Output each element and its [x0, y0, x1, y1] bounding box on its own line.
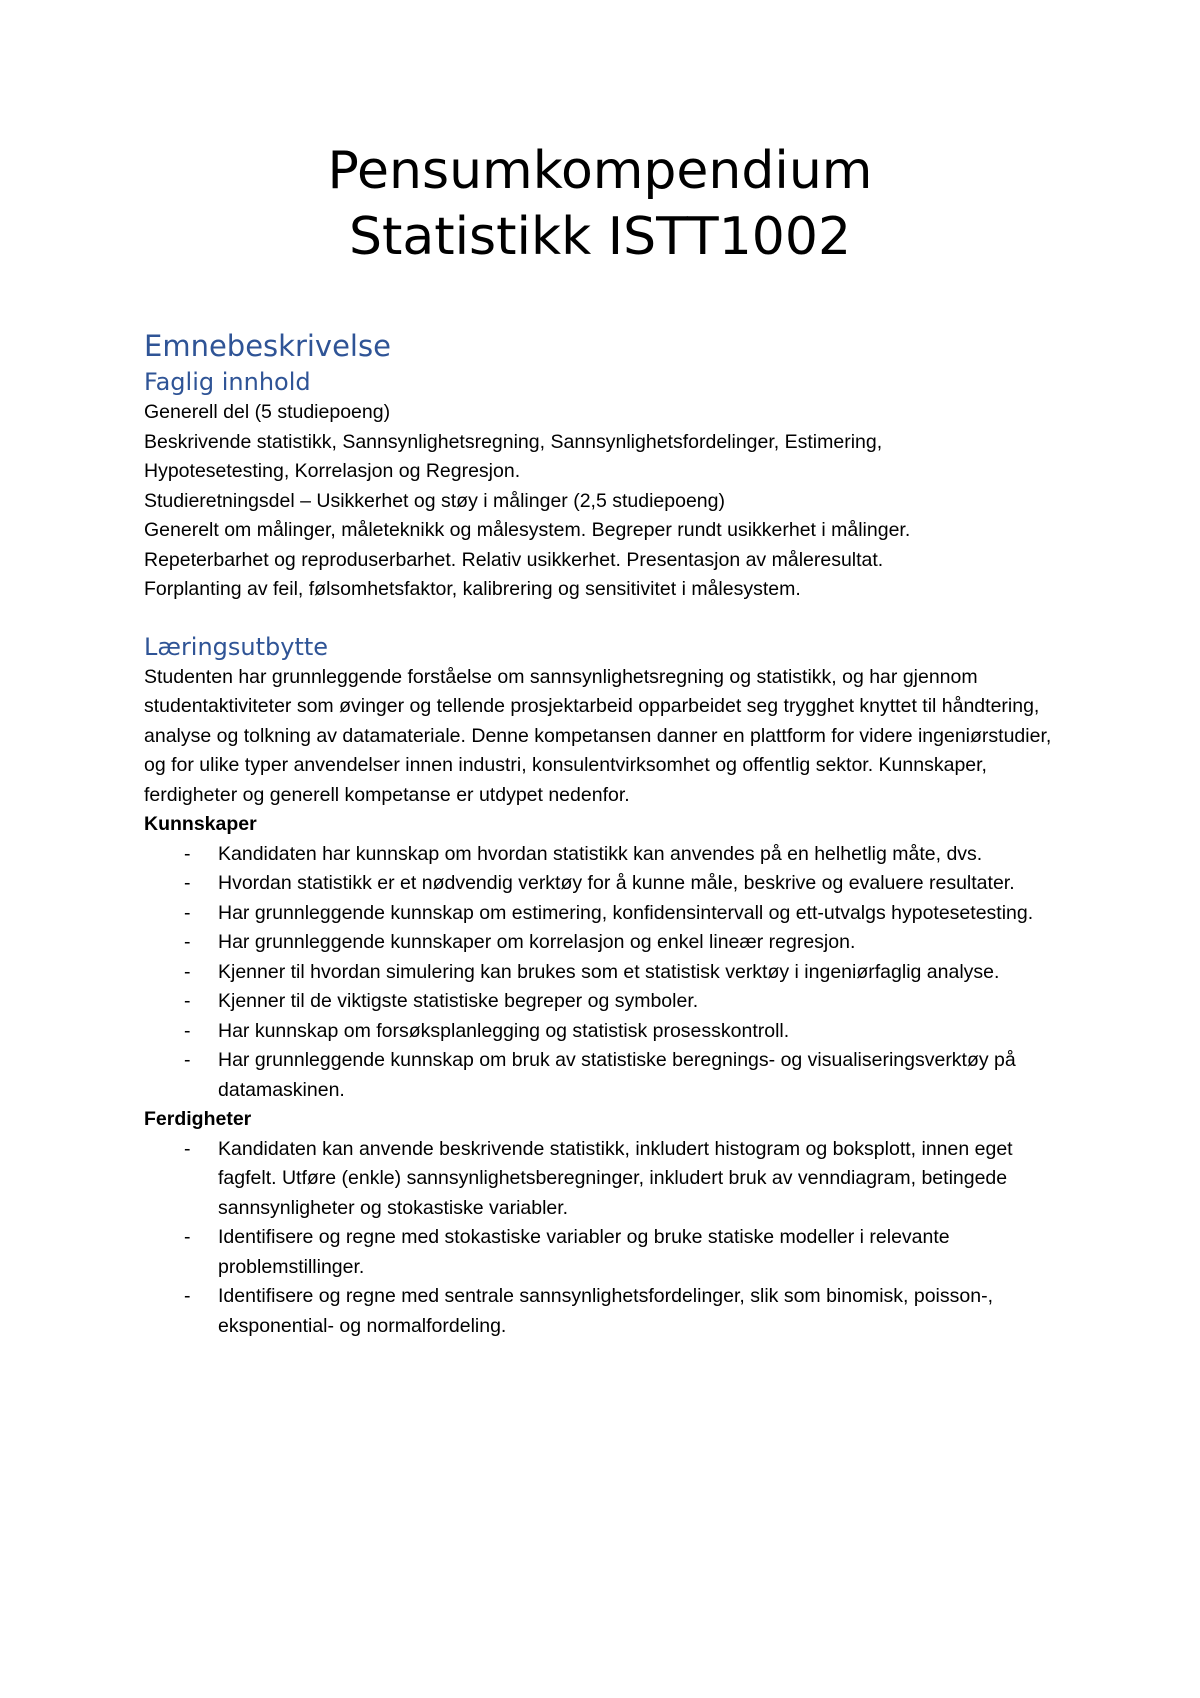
list-marker: - [184, 1285, 191, 1307]
list-marker: - [184, 931, 191, 953]
title-line-1: Pensumkompendium [327, 141, 873, 201]
list-marker: - [184, 1019, 191, 1042]
kunnskaper-list [144, 840, 1064, 1106]
text-line: Generell del (5 studiepoeng) [144, 401, 391, 423]
list-marker: - [184, 990, 191, 1012]
list-item [144, 1223, 1064, 1282]
list-item-text: Kandidaten har kunnskap om hvordan statistikk kan anvendes på en helhetlig måte, dvs. [218, 842, 983, 865]
list-item-text: Identifisere og regne med sentrale sannsynlighetsfordelinger, slik som binomisk, poisson-, eksponential- og normalfordeling. [218, 1285, 993, 1337]
list-marker: - [184, 872, 191, 894]
title-line-2: Statistikk ISTT1002 [348, 207, 852, 267]
list-marker: - [184, 901, 191, 924]
list-item-text: Kjenner til hvordan simulering kan brukes som et statistisk verktøy i ingeniørfaglig analyse. [218, 960, 1000, 983]
list-item-text: Har grunnleggende kunnskap om estimering, konfidensintervall og ett-utvalgs hypotesetesting. [218, 901, 1034, 924]
list-marker: - [184, 960, 191, 983]
heading-faglig-innhold: Faglig innhold [144, 368, 311, 396]
list-item [144, 928, 1064, 958]
list-marker: - [184, 1049, 191, 1071]
list-item-text: Kjenner til de viktigste statistiske begreper og symboler. [218, 990, 699, 1012]
list-marker: - [184, 842, 191, 865]
list-marker: - [184, 1226, 191, 1248]
laeringsutbytte-intro: Studenten har grunnleggende forståelse om sannsynlighetsregning og statistikk, og har gjennom studentaktiviteter som øvinger og tellende prosjektarbeid opparbeidet seg trygghet knyttet til håndtering, analyse og tolkning av datamateriale. Denne kompetansen danner en plattform for videre ingeniørstudier, og for ulike typer anvendelser innen industri, konsulentvirksomhet og offentlig sektor. Kunnskaper, ferdigheter og generell kompetanse er utdypet nedenfor. [144, 665, 1052, 806]
text-line: Repeterbarhet og reproduserbarhet. Relativ usikkerhet. Presentasjon av måleresultat. [144, 548, 884, 571]
ferdigheter-list [144, 1135, 1064, 1342]
list-item-text: Har grunnleggende kunnskaper om korrelasjon og enkel lineær regresjon. [218, 931, 856, 953]
list-item-text: Identifisere og regne med stokastiske variabler og bruke statiske modeller i relevante problemstillinger. [218, 1226, 950, 1278]
heading-ferdigheter: Ferdigheter [144, 1108, 252, 1130]
list-item [144, 840, 1064, 870]
list-item [144, 899, 1064, 929]
list-item-text: Har kunnskap om forsøksplanlegging og statistisk prosesskontroll. [218, 1019, 790, 1042]
text-line: Hypotesetesting, Korrelasjon og Regresjon. [144, 460, 521, 482]
text-line: Forplanting av feil, følsomhetsfaktor, kalibrering og sensitivitet i målesystem. [144, 578, 801, 600]
list-item-text: Hvordan statistikk er et nødvendig verktøy for å kunne måle, beskrive og evaluere resultater. [218, 872, 1015, 894]
list-item [144, 869, 1064, 899]
list-item [144, 1046, 1064, 1105]
list-item-text: Har grunnleggende kunnskap om bruk av statistiske beregnings- og visualiseringsverktøy på datamaskinen. [218, 1049, 1016, 1101]
text-line: Studieretningsdel – Usikkerhet og støy i målinger (2,5 studiepoeng) [144, 489, 725, 512]
list-marker: - [184, 1137, 191, 1160]
heading-laeringsutbytte: Læringsutbytte [144, 632, 329, 661]
list-item [144, 1017, 1064, 1047]
list-item [144, 1135, 1064, 1224]
document-body [144, 326, 1064, 1341]
faglig-innhold-text [144, 398, 1064, 605]
text-line: Generelt om målinger, måleteknikk og målesystem. Begreper rundt usikkerhet i målinger. [144, 519, 911, 541]
document-title [0, 138, 1200, 270]
list-item [144, 987, 1064, 1017]
text-line: Beskrivende statistikk, Sannsynlighetsregning, Sannsynlighetsfordelinger, Estimering, [144, 430, 883, 453]
list-item [144, 958, 1064, 988]
list-item [144, 1282, 1064, 1341]
heading-kunnskaper: Kunnskaper [144, 813, 257, 835]
heading-emnebeskrivelse: Emnebeskrivelse [144, 329, 391, 363]
list-item-text: Kandidaten kan anvende beskrivende statistikk, inkludert histogram og boksplott, innen eget fagfelt. Utføre (enkle) sannsynlighetsberegninger, inkludert bruk av venndiagram, betingede sannsynligheter og stokastiske variabler. [218, 1137, 1013, 1219]
